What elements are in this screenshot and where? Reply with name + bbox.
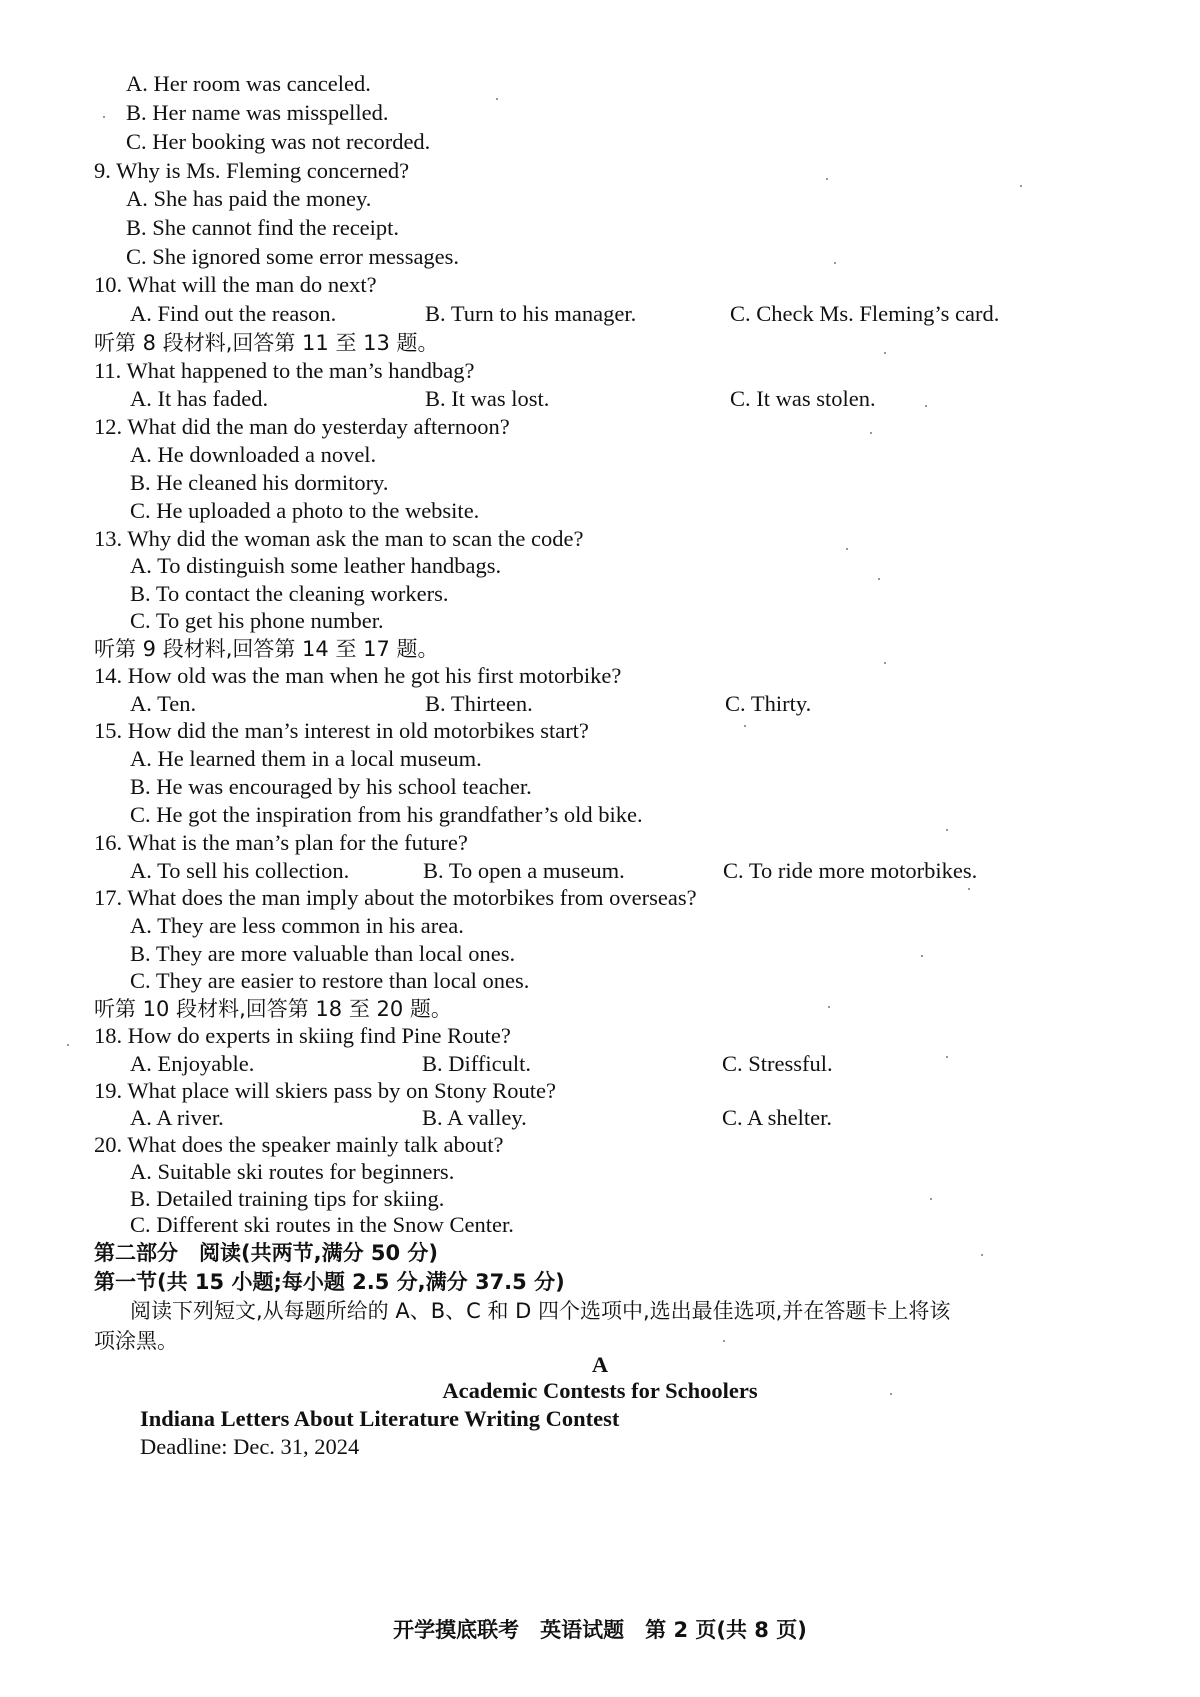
section10-instruction: 听第 10 段材料,回答第 18 至 20 题。 [94,997,452,1021]
q20-option-a: A. Suitable ski routes for beginners. [130,1159,455,1184]
q8-option-a: A. Her room was canceled. [126,71,371,96]
q19-option-c: C. A shelter. [722,1105,833,1130]
scan-speck [744,725,746,727]
part2-title: 第二部分 阅读(共两节,满分 50 分) [94,1241,439,1265]
scan-speck [946,829,948,831]
q10-options [130,300,1100,328]
q11-question: 11. What happened to the man’s handbag? [94,358,475,383]
scan-speck [946,1056,948,1058]
q11-option-a: A. It has faded. [130,386,269,411]
q17-question: 17. What does the man imply about the motorbikes from overseas? [94,885,697,910]
q17-option-b: B. They are more valuable than local ones. [130,941,516,966]
q9-question: 9. Why is Ms. Fleming concerned? [94,158,410,183]
scan-speck [925,405,927,407]
q14-option-a: A. Ten. [130,691,197,716]
scan-speck [826,178,828,180]
scan-speck [884,352,886,354]
q9-option-a: A. She has paid the money. [126,186,372,211]
q19-option-a: A. A river. [130,1105,224,1130]
q11-options [130,385,1100,413]
scan-speck [890,1393,892,1395]
q20-option-c: C. Different ski routes in the Snow Center. [130,1212,514,1237]
q14-option-c: C. Thirty. [725,691,812,716]
q18-question: 18. How do experts in skiing find Pine Route? [94,1023,511,1048]
q18-options [130,1050,1100,1078]
q18-option-a: A. Enjoyable. [130,1051,255,1076]
q15-option-a: A. He learned them in a local museum. [130,746,482,771]
q8-option-c: C. Her booking was not recorded. [126,129,431,154]
scan-speck [834,262,836,264]
q12-question: 12. What did the man do yesterday afternoon? [94,414,510,439]
q16-option-b: B. To open a museum. [423,858,625,883]
q9-option-b: B. She cannot find the receipt. [126,215,400,240]
q8-option-b: B. Her name was misspelled. [126,100,389,125]
q18-option-c: C. Stressful. [722,1051,833,1076]
scan-speck [968,888,970,890]
scan-speck [878,578,880,580]
q15-question: 15. How did the man’s interest in old motorbikes start? [94,718,589,743]
scan-speck [723,1340,725,1342]
section8-instruction: 听第 8 段材料,回答第 11 至 13 题。 [94,331,439,355]
q10-option-a: A. Find out the reason. [130,301,337,326]
q13-option-a: A. To distinguish some leather handbags. [130,553,502,578]
q17-option-a: A. They are less common in his area. [130,913,464,938]
scan-speck [103,116,105,118]
q12-option-c: C. He uploaded a photo to the website. [130,498,480,523]
q15-option-b: B. He was encouraged by his school teacher. [130,774,532,799]
reading-instruction-line2: 项涂黑。 [94,1329,178,1353]
q16-option-c: C. To ride more motorbikes. [723,858,978,883]
q12-option-a: A. He downloaded a novel. [130,442,377,467]
q20-question: 20. What does the speaker mainly talk about? [94,1132,504,1157]
q10-option-c: C. Check Ms. Fleming’s card. [730,301,1000,326]
contest-deadline: Deadline: Dec. 31, 2024 [140,1434,360,1459]
q14-option-b: B. Thirteen. [425,691,533,716]
page-footer: 开学摸底联考 英语试题 第 2 页(共 8 页) [393,1618,807,1642]
section1-title: 第一节(共 15 小题;每小题 2.5 分,满分 37.5 分) [94,1270,565,1294]
scan-speck [67,1044,69,1046]
reading-instruction-line1: 阅读下列短文,从每题所给的 A、B、C 和 D 四个选项中,选出最佳选项,并在答题卡上将该 [130,1299,951,1323]
q13-question: 13. Why did the woman ask the man to scan the code? [94,526,584,551]
q16-option-a: A. To sell his collection. [130,858,350,883]
scan-speck [981,1254,983,1256]
q20-option-b: B. Detailed training tips for skiing. [130,1186,445,1211]
passage-title: Academic Contests for Schoolers [442,1378,758,1403]
scan-speck [846,548,848,550]
q10-option-b: B. Turn to his manager. [425,301,637,326]
contest-name: Indiana Letters About Literature Writing Contest [140,1406,620,1431]
q18-option-b: B. Difficult. [422,1051,531,1076]
scan-speck [870,432,872,434]
scan-speck [884,662,886,664]
q16-question: 16. What is the man’s plan for the future? [94,830,468,855]
q11-option-b: B. It was lost. [425,386,550,411]
scan-speck [496,98,498,100]
q13-option-c: C. To get his phone number. [130,608,384,633]
q19-question: 19. What place will skiers pass by on Stony Route? [94,1078,557,1103]
q19-option-b: B. A valley. [422,1105,527,1130]
scan-speck [828,1006,830,1008]
q13-option-b: B. To contact the cleaning workers. [130,581,449,606]
q14-question: 14. How old was the man when he got his first motorbike? [94,663,622,688]
q14-options [130,690,1100,718]
q10-question: 10. What will the man do next? [94,272,377,297]
q19-options [130,1104,1100,1132]
q15-option-c: C. He got the inspiration from his grandfather’s old bike. [130,802,643,827]
q16-options [130,857,1100,885]
scan-speck [930,1198,932,1200]
section9-instruction: 听第 9 段材料,回答第 14 至 17 题。 [94,637,439,661]
scan-speck [921,955,923,957]
q11-option-c: C. It was stolen. [730,386,876,411]
passage-letter: A [591,1352,609,1377]
q12-option-b: B. He cleaned his dormitory. [130,470,389,495]
scan-speck [1020,185,1022,187]
q9-option-c: C. She ignored some error messages. [126,244,460,269]
q17-option-c: C. They are easier to restore than local ones. [130,968,530,993]
